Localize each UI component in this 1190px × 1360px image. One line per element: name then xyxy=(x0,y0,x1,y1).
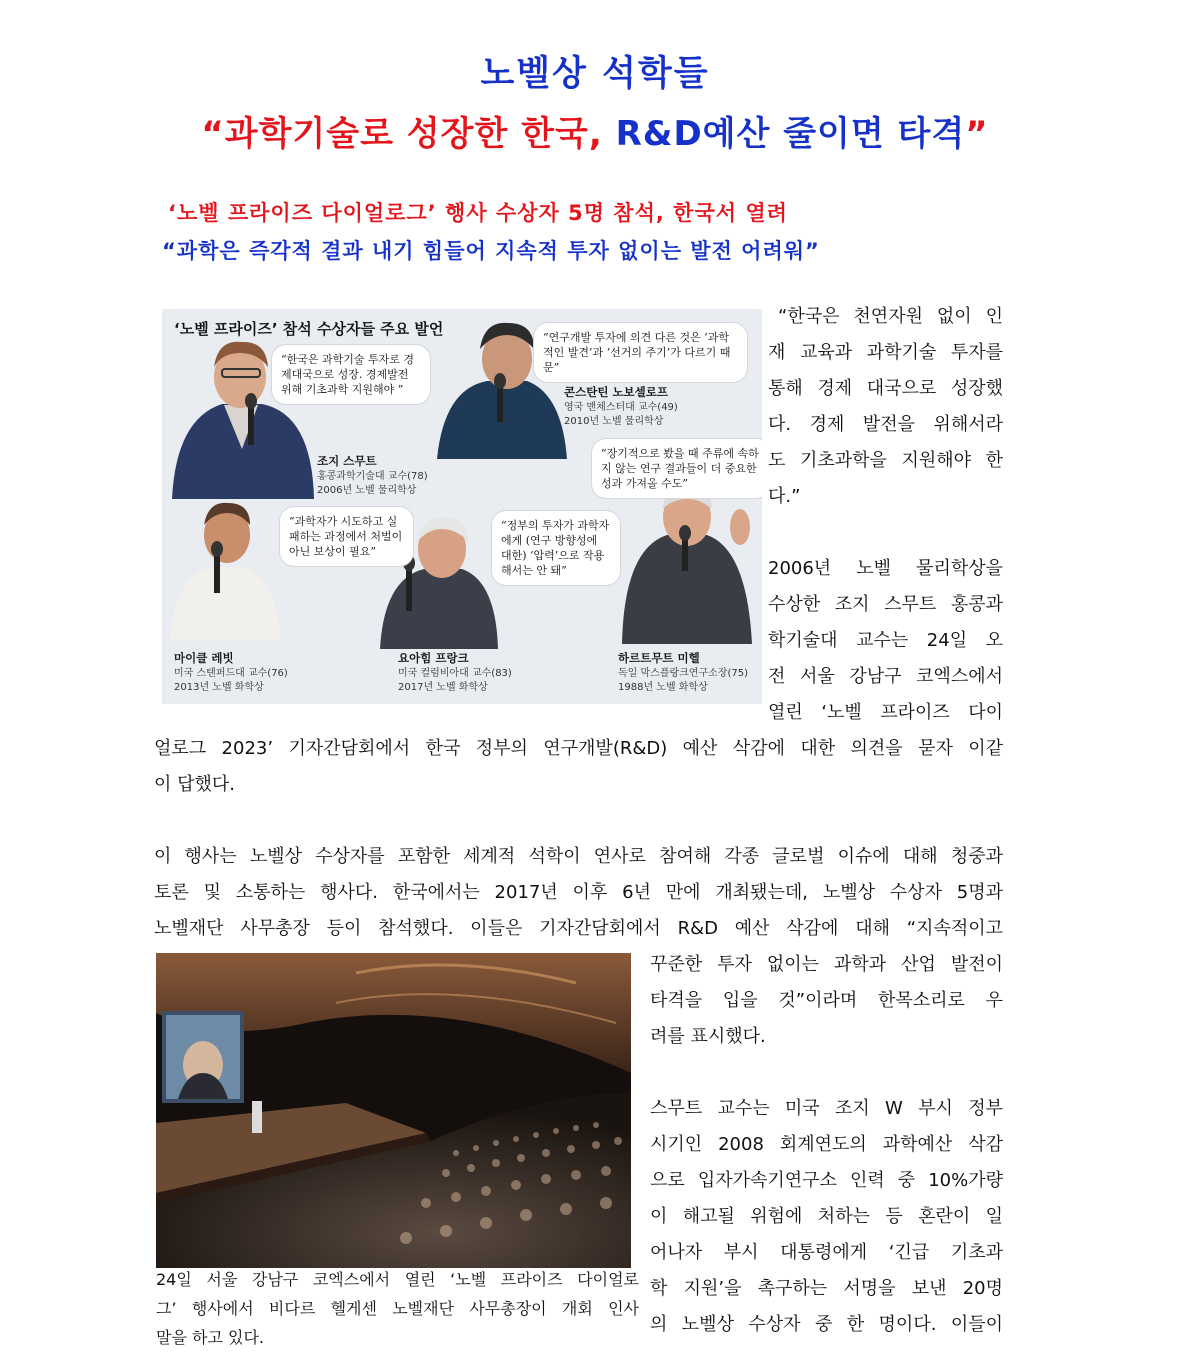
affil-levitt: 미국 스탠퍼드대 교수(76) xyxy=(174,668,288,679)
headline-close-quote: ” xyxy=(965,114,989,154)
p2-line-5: 열린 ‘노벨 프라이즈 다이 xyxy=(768,702,1003,723)
subhead-2: “과학은 즉각적 결과 내기 힘들어 지속적 투자 없이는 발전 어려워” xyxy=(162,239,820,263)
portrait-levitt xyxy=(170,503,280,639)
photo-caption-line-3: 말을 하고 있다. xyxy=(156,1328,264,1347)
p4-line-7: 의 노벨상 수상자 중 한 명이다. 이들이 xyxy=(650,1314,1003,1335)
p2-line-2: 수상한 조지 스무트 홍콩과 xyxy=(768,594,1003,615)
quote-novoselov: “연구개발 투자에 의견 다른 것은 ‘과학적인 발견’과 ‘선거의 주기’가 다르기 때문” xyxy=(534,323,747,382)
auditorium-illustration xyxy=(156,953,631,1268)
headline-line1: 노벨상 석학들 xyxy=(480,54,710,94)
subhead-1: ‘노벨 프라이즈 다이얼로그’ 행사 수상자 5명 참석, 한국서 열려 xyxy=(168,201,788,225)
name-smoot: 조지 스무트 xyxy=(317,454,377,468)
headline-blue-part: R&D예산 줄이면 타격 xyxy=(615,114,966,154)
p4-line-1: 스무트 교수는 미국 조지 W 부시 정부 xyxy=(650,1098,1003,1119)
name-frank: 요아힘 프랑크 xyxy=(398,651,469,665)
p4-line-2: 시기인 2008 회계연도의 과학예산 삭감 xyxy=(650,1134,1003,1155)
p3-line-2: 토론 및 소통하는 행사다. 한국에서는 2017년 이후 6년 만에 개최됐는데, 노벨상 수상자 5명과 xyxy=(154,882,1003,903)
headline-red-part: 과학기술로 성장한 한국, xyxy=(224,114,616,154)
p4-line-4: 이 해고될 위험에 처하는 등 혼란이 일 xyxy=(650,1206,1003,1227)
infographic-title: ‘노벨 프라이즈’ 참석 수상자들 주요 발언 xyxy=(174,320,444,338)
affil-smoot: 홍콩과학기술대 교수(78) xyxy=(317,471,428,482)
p1-line-1: “한국은 천연자원 없이 인 xyxy=(778,306,1003,327)
headline-open-quote: “ xyxy=(201,114,225,154)
affil-michel: 독일 막스플랑크연구소장(75) xyxy=(618,668,748,679)
name-levitt: 마이클 레빗 xyxy=(174,651,234,665)
quote-smoot: “한국은 과학기술 투자로 경제대국으로 성장. 경제발전 위해 기초과학 지원해야 ” xyxy=(272,345,430,404)
affil-frank: 미국 컬럼비아대 교수(83) xyxy=(398,668,512,679)
p2-line-7: 이 답했다. xyxy=(154,774,235,795)
p3-line-1: 이 행사는 노벨상 수상자를 포함한 세계적 석학이 연사로 참여해 각종 글로벌 이슈에 대해 청중과 xyxy=(154,846,1003,867)
p1-line-2: 재 교육과 과학기술 투자를 xyxy=(768,342,1003,363)
p4-line-5: 어나자 부시 대통령에게 ‘긴급 기초과 xyxy=(650,1242,1003,1263)
portrait-michel xyxy=(622,487,752,644)
p1-line-5: 도 기초과학을 지원해야 한 xyxy=(768,450,1003,471)
photo-caption-line-1: 24일 서울 강남구 코엑스에서 열린 ‘노벨 프라이즈 다이얼로 xyxy=(156,1270,639,1289)
name-novoselov: 콘스탄틴 노보셀로프 xyxy=(564,385,668,399)
p1-line-6: 다.” xyxy=(768,486,801,507)
p2-line-6: 얼로그 2023’ 기자간담회에서 한국 정부의 연구개발(R&D) 예산 삭감에 대한 의견을 묻자 이같 xyxy=(154,738,1003,759)
p3-line-6: 려를 표시했다. xyxy=(650,1026,766,1047)
p4-line-3: 으로 입자가속기연구소 인력 중 10%가량 xyxy=(650,1170,1003,1191)
prize-levitt: 2013년 노벨 화학상 xyxy=(174,682,264,693)
p4-line-6: 학 지원’을 촉구하는 서명을 보낸 20명 xyxy=(650,1278,1003,1299)
p3-line-5: 타격을 입을 것”이라며 한목소리로 우 xyxy=(650,990,1003,1011)
photo-caption-line-2: 그’ 행사에서 비다르 헬게센 노벨재단 사무총장이 개회 인사 xyxy=(156,1299,639,1318)
name-michel: 하르트무트 미헬 xyxy=(618,651,700,665)
p2-line-3: 학기술대 교수는 24일 오 xyxy=(768,630,1003,651)
p3-line-4: 꾸준한 투자 없이는 과학과 산업 발전이 xyxy=(650,954,1003,975)
p3-line-3: 노벨재단 사무총장 등이 참석했다. 이들은 기자간담회에서 R&D 예산 삭감에 대해 “지속적이고 xyxy=(154,918,1003,939)
quote-frank: “정부의 투자가 과학자에게 (연구 방향성에 대한) ‘압력’으로 작용해서는 안 돼” xyxy=(492,511,620,585)
prize-michel: 1988년 노벨 화학상 xyxy=(618,682,708,693)
headline-line2 xyxy=(0,106,1190,155)
p1-line-4: 다. 경제 발전을 위해서라 xyxy=(768,414,1003,435)
auditorium-photo xyxy=(156,953,631,1268)
quote-michel: “장기적으로 봤을 때 주류에 속하지 않는 연구 결과들이 더 중요한 성과 가져올 수도” xyxy=(592,439,762,498)
prize-smoot: 2006년 노벨 물리학상 xyxy=(317,485,417,496)
prize-novoselov: 2010년 노벨 물리학상 xyxy=(564,416,664,427)
affil-novoselov: 영국 맨체스터대 교수(49) xyxy=(564,402,678,413)
p2-line-1: 2006년 노벨 물리학상을 xyxy=(768,558,1003,579)
laureates-infographic xyxy=(162,309,762,704)
p2-line-4: 전 서울 강남구 코엑스에서 xyxy=(768,666,1003,687)
quote-levitt: “과학자가 시도하고 실패하는 과정에서 처벌이 아닌 보상이 필요” xyxy=(280,507,413,566)
prize-frank: 2017년 노벨 화학상 xyxy=(398,682,488,693)
p1-line-3: 통해 경제 대국으로 성장했 xyxy=(768,378,1003,399)
